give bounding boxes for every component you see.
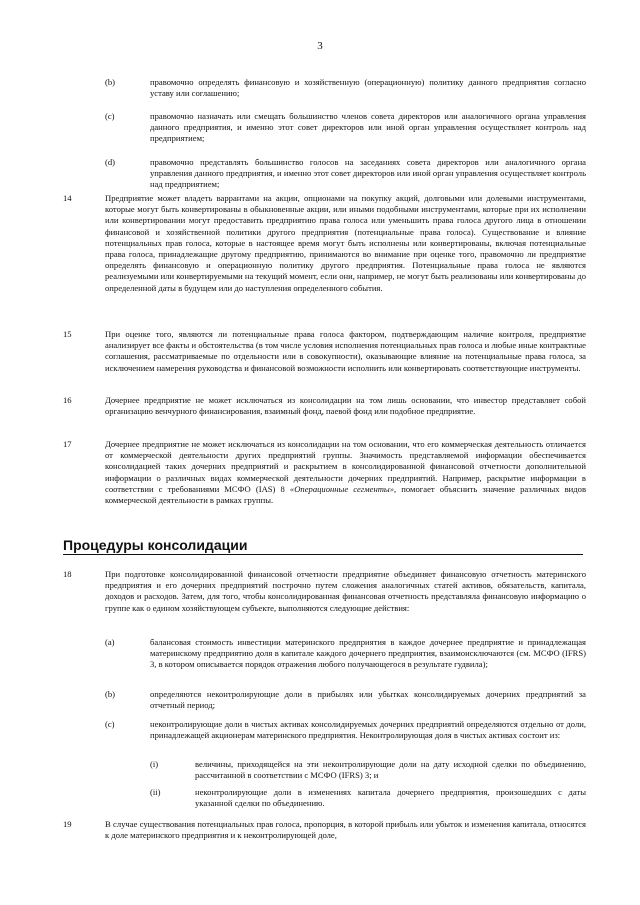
item-label-18b: (b): [105, 689, 116, 699]
item-text-18a: балансовая стоимость инвестиции материнского предприятия в каждое дочернее предприятие и принадлежащая материнскому предприятию доля в капитале каждого дочернего предприятия, взаимоисключаются (см. МСФО (IFRS) 3, в котором описывается порядок отражения любого получающегося в результате гудвила);: [150, 637, 586, 670]
page-number: 3: [317, 40, 323, 52]
item-text-18b: определяются неконтролирующие доли в прибылях или убытках консолидируемых дочерних предприятий за отчетный период;: [150, 689, 586, 711]
item-label-b: (b): [105, 77, 116, 87]
paragraph-17-text-italic: «Операционные сегменты»: [289, 483, 395, 494]
paragraph-14: Предприятие может владеть варрантами на акции, опционами на покупку акций, долговыми или долевыми инструментами, которые могут быть конвертированы в обыкновенные акции, или иными подобными инструментами, которые при их исполнении или конвертировании могут предоставить предприятию права голоса или уменьшить права голоса другого лица в отношении финансовой и хозяйственной политики другого предприятия (потенциальные права голоса). Существование и влияние потенциальных прав голоса, которые в настоящее время могут быть исполнены или конвертированы, включая потенциальные права голоса, принадлежащие другому предприятию, принимаются во внимание при оценке того, правомочно ли предприятие определять финансовую и операционную политику другого предприятия. Потенциальные права голоса не являются реализуемыми или конвертируемыми на текущий момент, если они, например, не могут быть реализованы или конвертированы до определенной даты в будущем или до наступления определенного события.: [105, 193, 586, 293]
section-heading: Процедуры консолидации: [63, 537, 583, 555]
item-text-c: правомочно назначать или смещать большинство членов совета директоров или аналогичного органа управления данного предприятия, и именно этот совет директоров или иной орган управления осуществляет контроль над предприятием;: [150, 111, 586, 144]
item-text-18ci: величины, приходящейся на эти неконтролирующие доли на дату исходной сделки по объединению, рассчитанной в соответствии с МСФО (IFRS) 3; и: [195, 759, 586, 781]
paragraph-number-19: 19: [63, 819, 72, 829]
item-label-18a: (a): [105, 637, 115, 647]
item-text-d: правомочно представлять большинство голосов на заседаниях совета директоров или аналогичного органа управления данного предприятия, и именно этот совет директоров или иной орган управления осуществляет контроль над предприятием;: [150, 157, 586, 190]
item-label-18ci: (i): [150, 759, 159, 769]
item-text-b: правомочно определять финансовую и хозяйственную (операционную) политику данного предприятия согласно уставу или соглашению;: [150, 77, 586, 99]
paragraph-18: При подготовке консолидированной финансовой отчетности предприятие объединяет финансовую отчетность материнского предприятия и его дочерних предприятий построчно путем сложения аналогичных статей активов, обязательств, капитала, доходов и расходов. Затем, для того, чтобы консолидированная финансовая отчетность представляла финансовую информацию о группе как о едином хозяйствующем субъекте, выполняются следующие действия:: [105, 569, 586, 613]
paragraph-number-14: 14: [63, 193, 72, 203]
paragraph-16: Дочернее предприятие не может исключаться из консолидации на том лишь основании, что инвестор представляет собой организацию венчурного финансирования, взаимный фонд, паевой фонд или подобное предприятие.: [105, 395, 586, 417]
item-label-18cii: (ii): [150, 787, 161, 797]
paragraph-number-15: 15: [63, 329, 72, 339]
item-text-18cii: неконтролирующие доли в изменениях капитала дочернего предприятия, произошедших с даты указанной сделки по объединению.: [195, 787, 586, 809]
paragraph-number-17: 17: [63, 439, 72, 449]
item-text-18c: неконтролирующие доли в чистых активах консолидируемых дочерних предприятий определяются отдельно от доли, принадлежащей акционерам материнского предприятия. Неконтролирующая доля в чистых активах состоит из:: [150, 719, 586, 741]
paragraph-19: В случае существования потенциальных прав голоса, пропорция, в которой прибыль или убыток и изменения капитала, относятся к доле материнского предприятия и к неконтролирующей доле,: [105, 819, 586, 841]
item-label-d: (d): [105, 157, 116, 167]
paragraph-number-16: 16: [63, 395, 72, 405]
item-label-18c: (c): [105, 719, 115, 729]
paragraph-15: При оценке того, являются ли потенциальные права голоса фактором, подтверждающим наличие контроля, предприятие анализирует все факты и обстоятельства (в том числе условия исполнения потенциальных прав голоса и любые иные контрактные соглашения, рассматриваемые по отдельности или в совокупности), оказывающие влияние на потенциальные права голоса, за исключением намерения руководства и финансовой возможности исполнить или конвертировать соответствующие инструменты.: [105, 329, 586, 373]
item-label-c: (c): [105, 111, 115, 121]
paragraph-number-18: 18: [63, 569, 72, 579]
paragraph-17: [105, 439, 586, 506]
paragraph-17-text-a: Дочернее предприятие не может исключаться из консолидации на том основании, что его коммерческая деятельность отличается от коммерческой деятельности других предприятий группы. Значимость представляемой информации обеспечивается консолидацией таких дочерних предприятий и раскрытием в консолидированной финансовой отчетности дополнительной информации о различных видах коммерческой деятельности дочерних предприятий. Например, раскрытие информации в соответствии с требованиями МСФО (IAS) 8: [105, 439, 586, 494]
paragraph-17-text-b: , помогает объяснить значение различных видов коммерческой деятельности в рамках группы.: [105, 483, 586, 506]
